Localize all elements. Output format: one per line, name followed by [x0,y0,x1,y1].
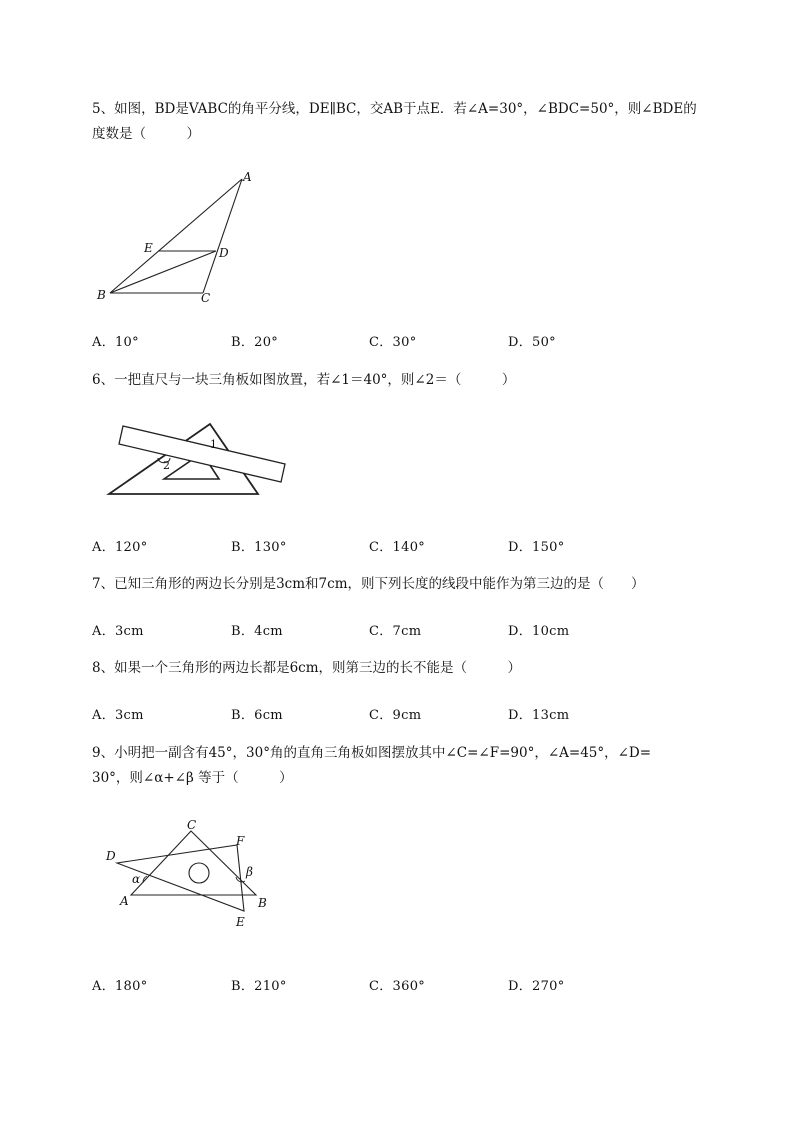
q9-option-d[interactable]: D．270° [508,979,565,994]
q9-stem-line1: 9、小明把一副含有45°，30°角的直角三角板如图摆放其中∠C=∠F=90°，∠A=45°，∠D= [92,745,652,761]
q5-option-c[interactable]: C．30° [369,335,417,350]
q9-label-b: B [258,896,267,910]
q5-figure [90,165,270,310]
q9-figure [100,815,280,933]
q9-label-c: C [187,818,197,832]
q6-label-angle-1: 1 [210,438,217,451]
q7-option-c[interactable]: C．7cm [369,624,422,639]
q9-option-b[interactable]: B．210° [231,979,287,994]
q5-label-e: E [144,241,153,255]
q9-triangle-hole [189,863,209,883]
q5-stem-line1: 5、如图，BD是VABC的角平分线，DE∥BC，交AB于点E．若∠A=30°，∠BDC=50°，则∠BDE的 [92,101,697,117]
q7-option-d[interactable]: D．10cm [508,624,570,639]
q8-stem-line1: 8、如果一个三角形的两边长都是6cm，则第三边的长不能是（ ） [92,660,522,676]
q8-option-c[interactable]: C．9cm [369,708,422,723]
q8-option-d[interactable]: D．13cm [508,708,570,723]
q9-stem-line2: 30°，则∠α+∠β 等于（ ） [92,770,293,786]
q5-label-b: B [97,288,106,302]
q5-label-c: C [201,291,211,305]
q9-option-a[interactable]: A．180° [92,979,148,994]
q5-option-b[interactable]: B．20° [231,335,279,350]
q6-ruler [119,426,285,482]
q6-option-a[interactable]: A．120° [92,540,148,555]
q6-figure [100,418,300,500]
q5-option-a[interactable]: A．10° [92,335,139,350]
q5-stem-line2: 度数是（ ） [92,126,200,142]
q7-option-b[interactable]: B．4cm [231,624,283,639]
q6-option-d[interactable]: D．150° [508,540,565,555]
q7-stem-line1: 7、已知三角形的两边长分别是3cm和7cm，则下列长度的线段中能作为第三边的是（ ） [92,576,645,592]
q9-option-c[interactable]: C．360° [369,979,426,994]
q5-bisector-bd [110,251,216,293]
q9-label-a: A [120,894,129,908]
q7-option-a[interactable]: A．3cm [92,624,144,639]
q8-option-a[interactable]: A．3cm [92,708,144,723]
q6-label-angle-2: 2 [163,459,170,472]
q5-label-a: A [243,170,252,184]
q9-label-f: F [236,834,245,848]
q8-option-b[interactable]: B．6cm [231,708,283,723]
q5-option-d[interactable]: D．50° [508,335,556,350]
q9-label-beta: β [246,865,253,879]
q6-option-b[interactable]: B．130° [231,540,287,555]
q6-stem-line1: 6、一把直尺与一块三角板如图放置，若∠1＝40°，则∠2＝（ ） [92,372,516,388]
q9-label-d: D [106,849,116,863]
q6-option-c[interactable]: C．140° [369,540,426,555]
q5-label-d: D [219,246,229,260]
q9-label-e: E [236,915,245,929]
q9-label-alpha: α [132,872,141,886]
